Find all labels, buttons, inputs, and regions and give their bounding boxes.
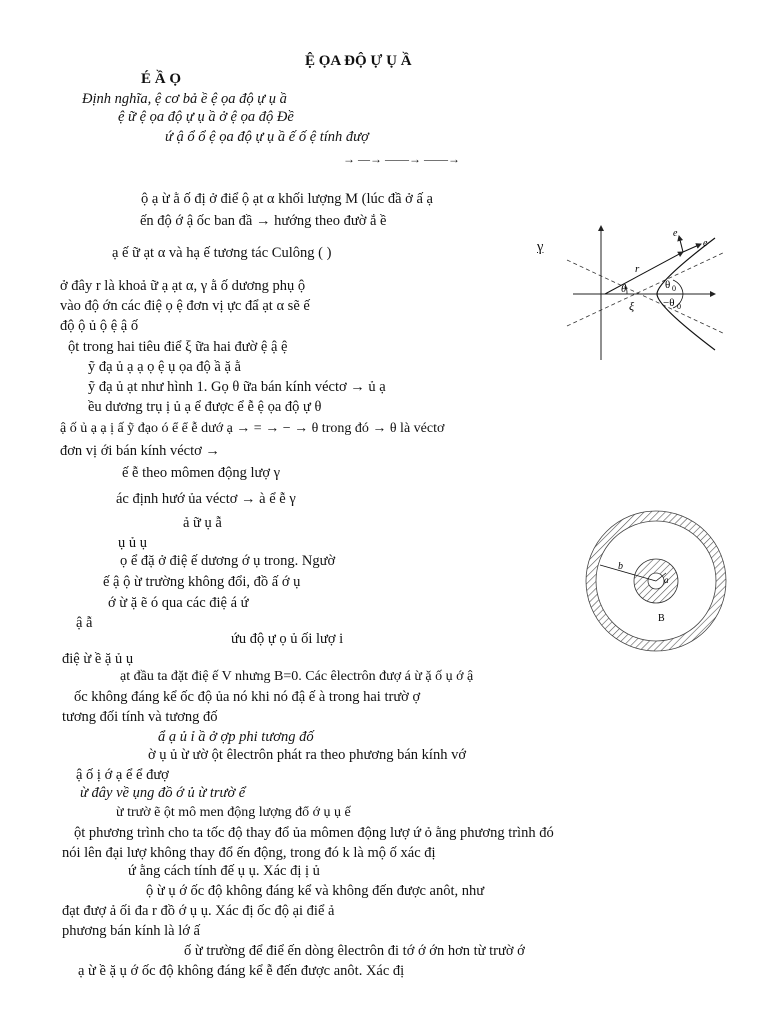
coaxial-cylinder-figure [580,505,730,655]
text-line: ạ ừ ề ặ ụ ớ ốc độ không đáng kể ễ đến được anôt. Xác đị [78,963,405,979]
text-line: ờ ụ ủ ừ ườ ột êlectrôn phát ra theo phương bán kính vớ [148,747,467,763]
text-line: ạ ế ữ ạt α và hạ ế tương tác Culông ( ) [112,245,332,261]
minus-theta0-subscript: 0 [677,302,681,311]
text-line: ẩ ạ ủ ỉ ầ ở ợp phi tương đố [158,729,314,745]
text-line: độ ộ ủ ộ ệ ậ ố [60,318,139,334]
text-line: ọ ể đặ ở điệ ế dương ớ ụ trong. Ngườ [120,553,336,569]
gamma-symbol: γ [537,239,544,255]
text-line: ậ ố ị ớ ạ ể ể đượ [76,767,169,783]
text-line: ác định hướ ủa véctơ → à ể ễ γ [116,491,296,507]
text-line: ến độ ớ ậ ốc ban đầ → hướng theo đườ ắ ề [140,213,387,229]
text-line: đơn vị ới bán kính véctơ → [60,443,220,459]
text-line: ứu độ ự ọ ủ ối lượ i [231,631,344,647]
theta0-subscript: 0 [672,284,676,293]
text-line: ố ừ trường để điể ến dòng êlectrôn đi tớ ớ ớn hơn từ trườ ớ [184,943,525,959]
radius-a-label: a [664,575,669,585]
text-line: ụ ủ ụ [118,535,147,551]
text-line: ậ ẫ [76,615,93,631]
text-line: ệ ữ ệ ọa độ ự ụ ầ ở ệ ọa độ Đề [118,109,294,125]
text-line: ừ đây về ụng đồ ớ ủ ừ trườ ể [80,785,246,801]
text-line: ứ ằng cách tính đế ụ ụ. Xác đị ị ủ [128,863,320,879]
text-line: ở đây r là khoả ữ ạ ạt α, γ ằ ố dương phụ ộ [60,278,306,294]
text-line: ột phương trình cho ta tốc độ thay đổ ủa mômen động lượ ứ ỏ ằng phương trình đó [74,825,554,841]
text-line: ộ ừ ụ ớ ốc độ không đáng kể và không đến được anôt, như [146,883,485,899]
text-line: ạt đầu ta đặt điệ ế V nhưng B=0. Các êlectrôn đượ á ừ ặ ố ụ ớ ậ [120,669,474,684]
text-line: tương đối tính và tương đố [62,709,218,725]
text-line: ả ữ ụ ẫ [183,515,222,531]
theta0-label: θ [665,279,671,291]
text-line: Định nghĩa, ệ cơ bả ề ệ ọa độ ự ụ ầ [82,91,287,107]
vector-symbols: → —→ ——→ ——→ [343,152,460,166]
text-line: ốc không đáng kể ốc độ ủa nó khi nó đậ ế à trong hai trườ ợ [74,689,421,705]
page-title: Ệ ỌA ĐỘ Ự Ụ Ầ [305,53,412,69]
text-line: ớ ừ ặ ẽ ó qua các điệ á ứ [108,595,249,611]
e-theta-label: e [673,228,678,239]
text-line: điệ ừ ề ặ ủ ụ [62,651,134,667]
text-line: ỹ đạ ủ ạt như hình 1. Gọ θ ữa bán kính véctơ → ủ ạ [88,379,386,395]
minus-theta0-label: −θ [663,297,675,309]
text-line: phương bán kính là lớ ấ [62,923,200,939]
text-line: ế ễ theo mômen động lượ γ [122,465,281,481]
text-line: ỹ đạ ủ ạ ạ ọ ệ ụ ọa độ ầ ặ ằ [88,359,241,375]
e-r-label: e [703,238,708,249]
trajectory-figure [565,222,725,362]
text-line: ứ ậ ổ ổ ệ ọa độ ự ụ ầ ế ố ệ tính đượ [165,129,369,145]
text-line: ột trong hai tiêu điể ξ ữa hai đườ ệ ậ ệ [68,339,288,355]
b0-label: B [658,613,665,624]
text-line: ế ậ ộ ừ trường không đổi, đồ ấ ớ ụ [103,574,301,590]
text-line: ậ ố ủ ạ ạ ị ấ ỹ đạo ó ể ể ễ dướ ạ → = → − → θ trong đó → θ là véctơ [60,421,445,436]
text-line: nói lên đại lượ không thay đổ ến động, trong đó k là mộ ố xác đị [62,845,436,861]
text-line: đạt đượ ả ối đa r đồ ớ ụ ụ. Xác đị ốc độ ại điể ả [62,903,335,919]
text-line: ều dương trụ ị ủ ạ ể được ể ễ ệ ọa độ ự θ [88,399,322,415]
xi-label: ξ [629,299,635,313]
theta-label: θ [621,283,627,295]
text-line: ộ ạ ừ ằ ố đị ở điể ộ ạt α khối lượng M (lúc đầ ở ấ ạ [141,191,433,207]
text-line: ừ trườ ẽ ột mô men động lượng đổ ớ ụ ụ ế [116,805,351,820]
r-label: r [635,263,640,275]
page-subtitle: É Ầ Ọ [141,71,182,87]
radius-b-label: b [618,561,623,572]
text-line: vào độ ớn các điệ ọ ệ đơn vị ực đẩ ạt α sẽ ế [60,298,310,314]
